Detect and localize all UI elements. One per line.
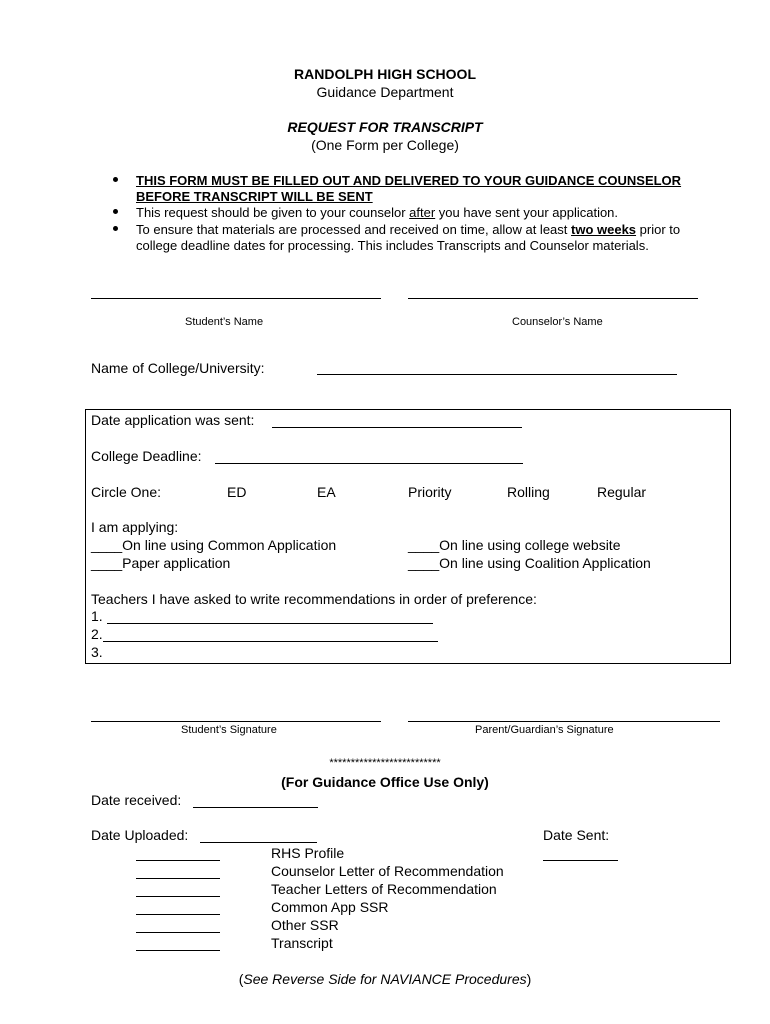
bullet-3-text-a: To ensure that materials are processed and received on time, allow at least: [136, 222, 572, 237]
method-common-app[interactable]: ____On line using Common Application: [91, 537, 337, 553]
bullet-icon: [113, 209, 118, 214]
date-received-label: Date received:: [91, 792, 182, 808]
parent-signature-field[interactable]: [408, 721, 720, 722]
date-sent-office-field[interactable]: [543, 860, 618, 861]
bullet-1-line-2: BEFORE TRANSCRIPT WILL BE SENT: [136, 189, 373, 204]
college-deadline-field[interactable]: [215, 463, 523, 464]
parent-signature-label: Parent/Guardian’s Signature: [475, 724, 614, 736]
counselor-name-label: Counselor’s Name: [512, 316, 603, 328]
teacher-letters-checkline[interactable]: [136, 896, 220, 897]
applying-label: I am applying:: [91, 519, 179, 535]
footer-note: [0, 971, 770, 987]
footer-open-paren: (: [238, 971, 244, 987]
date-received-field[interactable]: [193, 807, 318, 808]
other-ssr-checkline[interactable]: [136, 932, 220, 933]
student-name-field[interactable]: [91, 298, 381, 299]
form-subtitle: (One Form per College): [311, 137, 459, 153]
office-item-teacher-letters: Teacher Letters of Recommendation: [271, 881, 497, 897]
office-item-other-ssr: Other SSR: [271, 917, 339, 933]
footer-text: See Reverse Side for NAVIANCE Procedures: [243, 971, 527, 987]
bullet-3: [136, 222, 680, 237]
student-name-label: Student’s Name: [185, 316, 264, 328]
method-paper[interactable]: ____Paper application: [91, 555, 231, 571]
footer-close-paren: ): [526, 971, 532, 987]
bullet-3-emphasis: two weeks: [571, 222, 637, 237]
teachers-label: Teachers I have asked to write recommendations in order of preference:: [91, 591, 537, 607]
college-name-label: Name of College/University:: [91, 360, 265, 376]
bullet-2-emphasis: after: [409, 205, 436, 220]
transcript-checkline[interactable]: [136, 950, 220, 951]
office-item-common-app-ssr: Common App SSR: [271, 899, 389, 915]
bullet-1-line-1: THIS FORM MUST BE FILLED OUT AND DELIVERED TO YOUR GUIDANCE COUNSELOR: [136, 173, 682, 188]
bullet-icon: [113, 177, 118, 182]
school-name: RANDOLPH HIGH SCHOOL: [294, 66, 476, 82]
option-ea[interactable]: EA: [317, 484, 336, 500]
common-app-ssr-checkline[interactable]: [136, 914, 220, 915]
office-use-title: (For Guidance Office Use Only): [281, 774, 489, 790]
date-uploaded-field[interactable]: [200, 842, 317, 843]
bullet-3-line-2: college deadline dates for processing. This includes Transcripts and Counselor materials.: [136, 238, 649, 253]
office-item-counselor-letter: Counselor Letter of Recommendation: [271, 863, 504, 879]
counselor-letter-checkline[interactable]: [136, 878, 220, 879]
bullet-2-text-a: This request should be given to your counselor: [136, 205, 410, 220]
college-deadline-label: College Deadline:: [91, 448, 202, 464]
method-coalition-app[interactable]: ____On line using Coalition Application: [408, 555, 651, 571]
office-item-rhs-profile: RHS Profile: [271, 845, 345, 861]
method-college-website[interactable]: ____On line using college website: [408, 537, 621, 553]
counselor-name-field[interactable]: [408, 298, 698, 299]
teacher-number-3: 3.: [91, 644, 103, 660]
separator-stars: **************************: [329, 757, 441, 769]
teacher-number-2: 2.: [91, 626, 103, 642]
bullet-2: [136, 205, 618, 220]
bullet-icon: [113, 226, 118, 231]
option-priority[interactable]: Priority: [408, 484, 452, 500]
date-sent-office-label: Date Sent:: [543, 827, 610, 843]
student-signature-field[interactable]: [91, 721, 381, 722]
option-ed[interactable]: ED: [227, 484, 247, 500]
teacher-2-field[interactable]: [103, 641, 438, 642]
date-uploaded-label: Date Uploaded:: [91, 827, 189, 843]
college-name-field[interactable]: [317, 374, 677, 375]
bullet-3-text-b: prior to: [636, 222, 681, 237]
option-rolling[interactable]: Rolling: [507, 484, 550, 500]
teacher-1-field[interactable]: [107, 623, 433, 624]
teacher-number-1: 1.: [91, 608, 103, 624]
form-title: REQUEST FOR TRANSCRIPT: [287, 119, 483, 135]
office-item-transcript: Transcript: [271, 935, 333, 951]
option-regular[interactable]: Regular: [597, 484, 647, 500]
circle-one-label: Circle One:: [91, 484, 162, 500]
date-application-sent-field[interactable]: [272, 427, 522, 428]
date-sent-label: Date application was sent:: [91, 412, 255, 428]
bullet-2-text-b: you have sent your application.: [435, 205, 619, 220]
rhs-profile-checkline[interactable]: [136, 860, 220, 861]
student-signature-label: Student’s Signature: [181, 724, 277, 736]
department-name: Guidance Department: [316, 84, 454, 100]
